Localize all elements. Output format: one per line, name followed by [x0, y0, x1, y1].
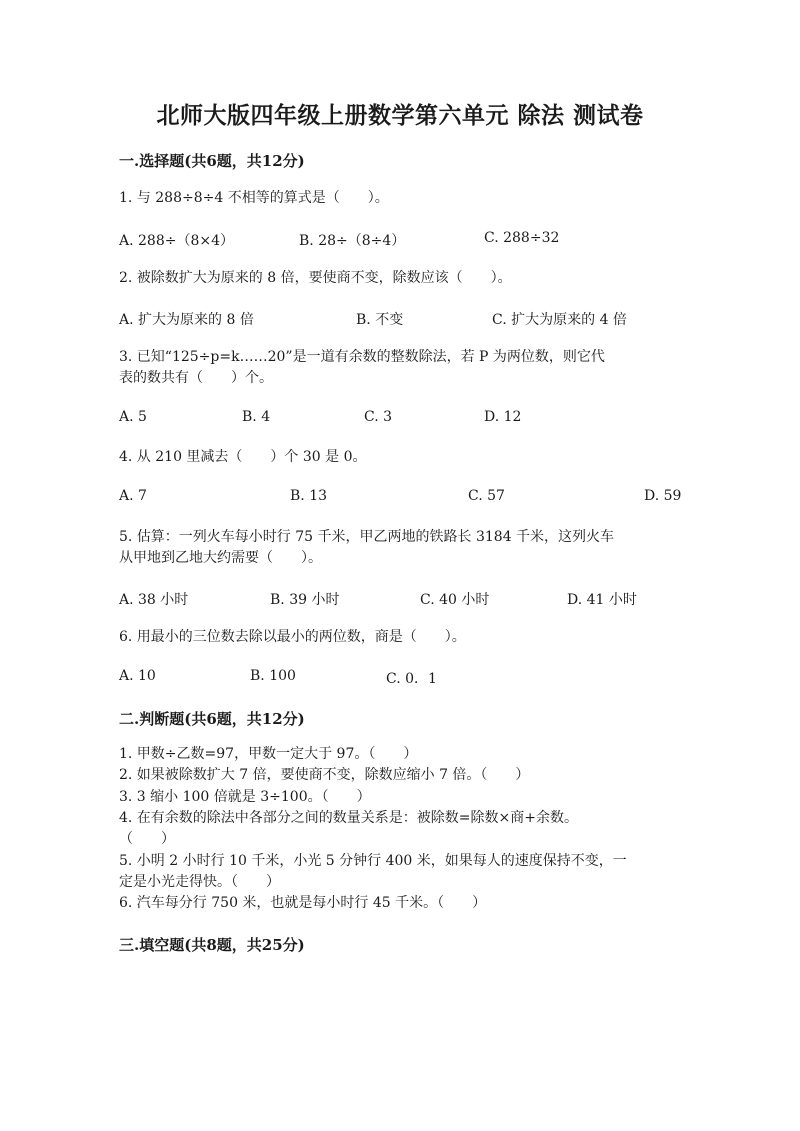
question-6-option-b: B. 100: [250, 668, 296, 684]
question-1-option-a: A. 288÷（8×4）: [119, 233, 235, 249]
question-4-option-d: D. 59: [644, 488, 682, 504]
question-2-option-a: A. 扩大为原来的 8 倍: [119, 312, 254, 328]
section-heading-fill-blank: 三.填空题(共8题，共25分): [119, 936, 305, 954]
judgment-line-1: 1. 甲数÷乙数=97，甲数一定大于 97。（ ）: [119, 746, 418, 762]
question-3-option-c: C. 3: [364, 409, 393, 425]
judgment-line-5-cont: 定是小光走得快。（ ）: [119, 874, 280, 890]
question-5-option-a: A. 38 小时: [119, 592, 189, 608]
question-1-option-c: C. 288÷32: [484, 230, 560, 246]
question-1-text: 1. 与 288÷8÷4 不相等的算式是（ ）。: [119, 190, 389, 206]
question-2-option-b: B. 不变: [356, 312, 404, 328]
question-5-text-line-2: 从甲地到乙地大约需要（ ）。: [119, 550, 322, 566]
question-6-text: 6. 用最小的三位数去除以最小的两位数，商是（ ）。: [119, 629, 466, 645]
section-heading-judgment: 二.判断题(共6题，共12分): [119, 710, 305, 728]
page-title: 北师大版四年级上册数学第六单元 除法 测试卷: [156, 102, 644, 129]
question-3-text-line-2: 表的数共有（ ）个。: [119, 370, 273, 386]
judgment-line-3: 3. 3 缩小 100 倍就是 3÷100。（ ）: [119, 789, 371, 805]
question-6-option-c: C. 0．1: [386, 671, 437, 687]
question-2-option-c: C. 扩大为原来的 4 倍: [492, 312, 627, 328]
question-3-option-d: D. 12: [484, 409, 522, 425]
question-6-option-a: A. 10: [119, 668, 156, 684]
question-1-option-b: B. 28÷（8÷4）: [299, 233, 406, 249]
judgment-line-5: 5. 小明 2 小时行 10 千米，小光 5 分钟行 400 米，如果每人的速度保持不变，一: [119, 853, 627, 869]
judgment-line-2: 2. 如果被除数扩大 7 倍，要使商不变，除数应缩小 7 倍。（ ）: [119, 767, 530, 783]
question-3-option-a: A. 5: [119, 409, 147, 425]
question-5-option-c: C. 40 小时: [420, 592, 490, 608]
question-5-text-line-1: 5. 估算：一列火车每小时行 75 千米，甲乙两地的铁路长 3184 千米，这列火车: [119, 529, 615, 545]
question-3-text-line-1: 3. 已知“125÷p=k……20”是一道有余数的整数除法，若 P 为两位数，则它代: [119, 349, 605, 365]
judgment-line-6: 6. 汽车每分行 750 米，也就是每小时行 45 千米。（ ）: [119, 895, 487, 911]
question-5-option-b: B. 39 小时: [270, 592, 340, 608]
judgment-line-4: 4. 在有余数的除法中各部分之间的数量关系是：被除数=除数×商+余数。: [119, 810, 578, 826]
question-4-option-a: A. 7: [119, 488, 147, 504]
question-4-text: 4. 从 210 里减去（ ）个 30 是 0。: [119, 449, 367, 465]
question-4-option-c: C. 57: [468, 488, 505, 504]
question-2-text: 2. 被除数扩大为原来的 8 倍，要使商不变，除数应该（ ）。: [119, 270, 512, 286]
section-heading-choice: 一.选择题(共6题，共12分): [119, 152, 305, 170]
judgment-line-4-bracket: （ ）: [119, 831, 175, 847]
question-4-option-b: B. 13: [290, 488, 328, 504]
question-3-option-b: B. 4: [242, 409, 271, 425]
question-5-option-d: D. 41 小时: [567, 592, 637, 608]
